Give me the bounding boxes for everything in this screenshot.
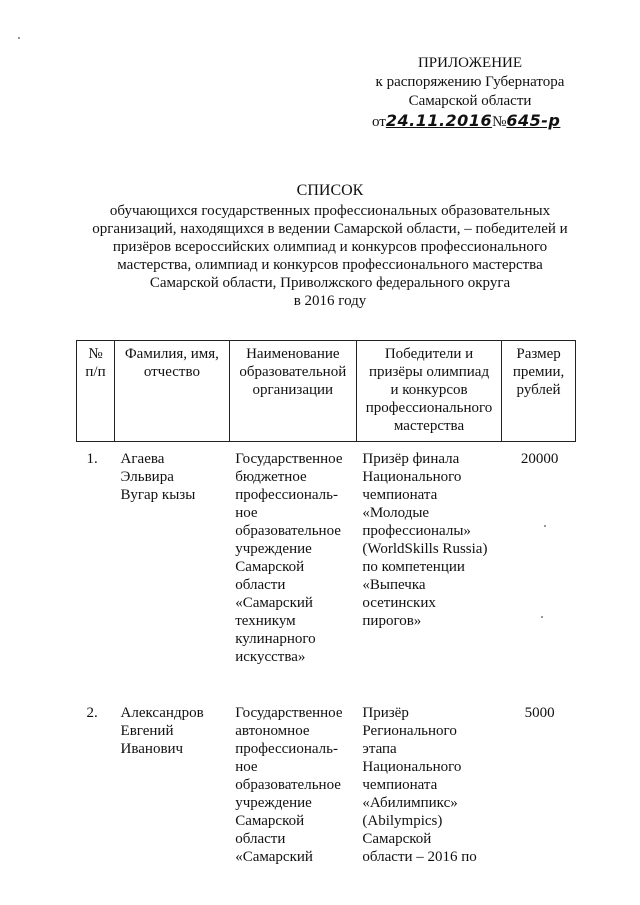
scan-speck xyxy=(18,37,20,39)
title-line-6: в 2016 году xyxy=(293,293,367,309)
appendix-line-1: к распоряжению Губернатора xyxy=(375,74,565,90)
handwritten-number: 645-р xyxy=(506,111,561,130)
table-row xyxy=(77,696,576,896)
row-number: 1. xyxy=(86,451,98,467)
row-number: 2. xyxy=(86,705,98,721)
header-full-name: Фамилия, имя, отчество xyxy=(115,341,230,442)
document-title: СПИСОК xyxy=(296,182,364,199)
appendix-line-2: Самарской области xyxy=(408,93,532,109)
awards-table xyxy=(76,340,576,896)
document-title-block xyxy=(90,182,570,310)
number-prefix: № xyxy=(492,114,507,130)
handwritten-date: 24.11.2016 xyxy=(385,111,493,130)
scan-speck xyxy=(541,616,543,618)
title-line-1: обучающихся государственных профессиональных образовательных xyxy=(109,203,551,219)
appendix-heading: ПРИЛОЖЕНИЕ xyxy=(417,55,523,71)
title-line-2: организаций, находящихся в ведении Самарской области, – победителей и xyxy=(92,221,568,237)
table-header-row xyxy=(77,341,576,442)
order-date-number xyxy=(370,111,570,132)
header-award: Победители и призёры олимпиад и конкурсов профессионального мастерства xyxy=(356,341,501,442)
scan-speck xyxy=(544,525,546,527)
row-full-name: Агаева Эльвира Вугар кызы xyxy=(120,451,196,503)
header-organization: Наименование образовательной организации xyxy=(229,341,356,442)
title-line-3: призёров всероссийских олимпиад и конкурсов профессионального xyxy=(112,239,548,255)
header-prize: Размер премии, рублей xyxy=(502,341,576,442)
row-organization: Государственное автономное профессиональ- ное образовательное учреждение Самарской области «Самарский xyxy=(235,705,343,865)
row-prize: 20000 xyxy=(520,451,559,467)
row-award: Призёр Регионального этапа Национального чемпионата «Абилимпикс» (Abilympics) Самарской области – 2016 по xyxy=(362,705,477,865)
from-prefix: от xyxy=(372,114,386,130)
row-organization: Государственное бюджетное профессиональ- ное образовательное учреждение Самарской области «Самарский техникум кулинарного искусства» xyxy=(235,451,343,665)
title-line-5: Самарской области, Приволжского федерального округа xyxy=(149,275,511,291)
row-award: Призёр финала Национального чемпионата «Молодые профессионалы» (WorldSkills Russia) по компетенции «Выпечка осетинских пирогов» xyxy=(362,451,488,629)
row-full-name: Александров Евгений Иванович xyxy=(120,705,204,757)
table-row xyxy=(77,442,576,697)
header-number: № п/п xyxy=(77,341,115,442)
appendix-block xyxy=(370,54,570,132)
title-line-4: мастерства, олимпиад и конкурсов профессионального мастерства xyxy=(117,257,543,273)
row-prize: 5000 xyxy=(524,705,555,721)
